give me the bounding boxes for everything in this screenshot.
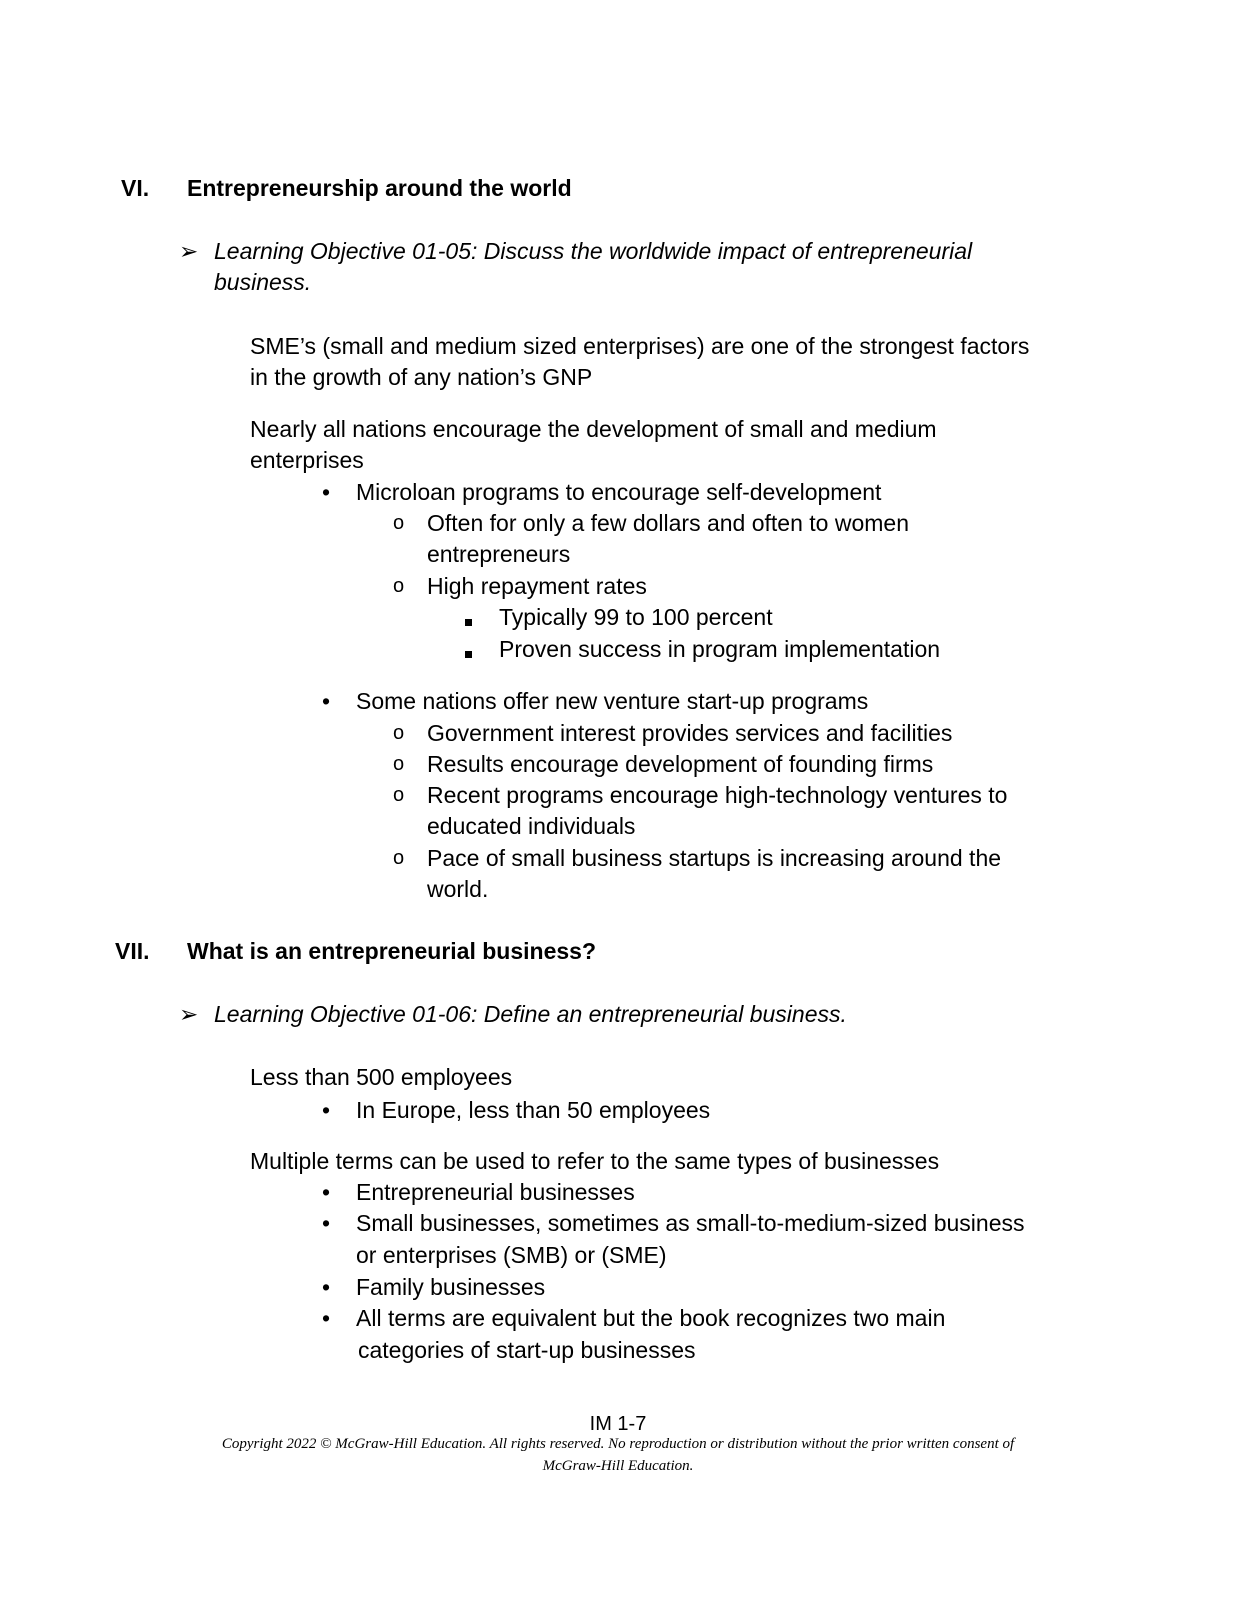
section-heading: Entrepreneurship around the world bbox=[187, 175, 572, 201]
sub-bullet-icon: o bbox=[393, 575, 405, 597]
sub-list-item: Recent programs encourage high-technology ventures to bbox=[427, 782, 1008, 808]
bullet-icon: • bbox=[322, 1305, 331, 1331]
sub-list-item: Pace of small business startups is increasing around the bbox=[427, 845, 1002, 871]
sub-bullet-icon: o bbox=[393, 512, 405, 534]
sub-list-item-cont: educated individuals bbox=[427, 813, 636, 839]
arrow-bullet-icon: ➢ bbox=[179, 1001, 199, 1027]
learning-objective: Learning Objective 01-06: Define an entrepreneurial business. bbox=[214, 1001, 847, 1027]
sub-list-item-cont: entrepreneurs bbox=[427, 541, 571, 567]
paragraph: Less than 500 employees bbox=[250, 1064, 513, 1090]
paragraph: SME’s (small and medium sized enterprises) are one of the strongest factors bbox=[250, 333, 1030, 359]
learning-objective: Learning Objective 01-05: Discuss the worldwide impact of entrepreneurial bbox=[214, 238, 973, 264]
sub-bullet-icon: o bbox=[393, 847, 405, 869]
arrow-bullet-icon: ➢ bbox=[179, 238, 199, 264]
sub-sub-list-item: Proven success in program implementation bbox=[499, 636, 941, 662]
list-item-cont: or enterprises (SMB) or (SME) bbox=[356, 1242, 667, 1268]
page-number: IM 1-7 bbox=[589, 1413, 647, 1435]
bullet-icon: • bbox=[322, 479, 331, 505]
section-heading: What is an entrepreneurial business? bbox=[187, 938, 596, 964]
bullet-icon: • bbox=[322, 1274, 331, 1300]
sub-list-item: Often for only a few dollars and often to women bbox=[427, 510, 909, 536]
sub-bullet-icon: o bbox=[393, 753, 405, 775]
section-numeral: VI. bbox=[121, 175, 150, 201]
sub-list-item: Government interest provides services and facilities bbox=[427, 720, 953, 746]
list-item: Some nations offer new venture start-up programs bbox=[356, 688, 869, 714]
learning-objective-cont: business. bbox=[214, 269, 312, 295]
section-numeral: VII. bbox=[115, 938, 150, 964]
bullet-icon: • bbox=[322, 688, 331, 714]
bullet-icon: • bbox=[322, 1097, 331, 1123]
sub-sub-list-item: Typically 99 to 100 percent bbox=[499, 604, 773, 630]
list-item: Small businesses, sometimes as small-to-medium-sized business bbox=[356, 1210, 1025, 1236]
bullet-icon: • bbox=[322, 1179, 331, 1205]
sub-bullet-icon: o bbox=[393, 722, 405, 744]
paragraph: Multiple terms can be used to refer to the same types of businesses bbox=[250, 1148, 940, 1174]
square-bullet-icon bbox=[465, 613, 472, 631]
sub-list-item: High repayment rates bbox=[427, 573, 647, 599]
square-bullet-icon bbox=[465, 645, 472, 663]
paragraph-cont: in the growth of any nation’s GNP bbox=[250, 364, 593, 390]
paragraph: Nearly all nations encourage the development of small and medium bbox=[250, 416, 937, 442]
sub-list-item-cont: world. bbox=[427, 876, 489, 902]
bullet-icon: • bbox=[322, 1210, 331, 1236]
list-item-cont: categories of start-up businesses bbox=[358, 1337, 696, 1363]
list-item: Family businesses bbox=[356, 1274, 546, 1300]
list-item: In Europe, less than 50 employees bbox=[356, 1097, 711, 1123]
sub-bullet-icon: o bbox=[393, 784, 405, 806]
sub-list-item: Results encourage development of founding firms bbox=[427, 751, 934, 777]
copyright-notice-cont: McGraw-Hill Education. bbox=[542, 1458, 694, 1474]
list-item: Entrepreneurial businesses bbox=[356, 1179, 635, 1205]
list-item: All terms are equivalent but the book recognizes two main bbox=[356, 1305, 946, 1331]
paragraph-cont: enterprises bbox=[250, 447, 364, 473]
copyright-notice: Copyright 2022 © McGraw-Hill Education. All rights reserved. No reproduction or distribution without the prior written consent of bbox=[221, 1436, 1015, 1452]
list-item: Microloan programs to encourage self-development bbox=[356, 479, 882, 505]
